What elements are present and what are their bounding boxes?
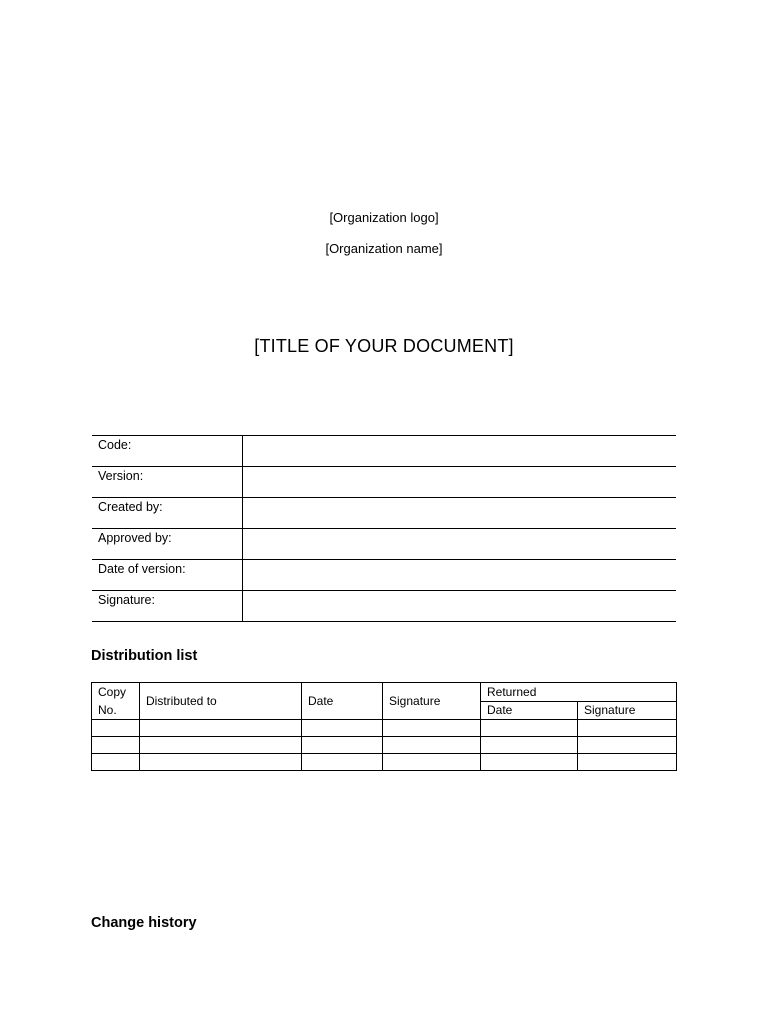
column-header-returned: Returned: [481, 683, 677, 702]
info-value: [243, 498, 677, 529]
info-row-code: [92, 436, 676, 467]
info-value: [243, 467, 677, 498]
table-row: [92, 720, 677, 737]
column-header-returned-date: Date: [481, 701, 578, 720]
column-header-distributed-to: Distributed to: [140, 683, 302, 720]
column-header-returned-signature: Signature: [578, 701, 677, 720]
table-row: [92, 737, 677, 754]
info-value: [243, 529, 677, 560]
table-cell: [140, 754, 302, 771]
table-cell: [383, 754, 481, 771]
info-label: Signature:: [92, 591, 243, 622]
document-info-table: [92, 435, 676, 622]
table-cell: [383, 720, 481, 737]
table-cell: [481, 754, 578, 771]
info-row-date-of-version: [92, 560, 676, 591]
change-history-heading: Change history: [91, 915, 197, 931]
organization-logo-placeholder: [Organization logo]: [329, 210, 439, 225]
info-value: [243, 560, 677, 591]
copy-label-line1: Copy: [98, 685, 127, 699]
distribution-list-table: [91, 682, 677, 771]
table-cell: [302, 720, 383, 737]
distribution-list-heading: Distribution list: [91, 648, 198, 664]
table-cell: [92, 737, 140, 754]
info-row-signature: [92, 591, 676, 622]
info-label: Created by:: [92, 498, 243, 529]
table-cell: [140, 720, 302, 737]
table-cell: [302, 754, 383, 771]
table-cell: [302, 737, 383, 754]
column-header-copy-no: [92, 683, 140, 720]
document-title: [TITLE OF YOUR DOCUMENT]: [254, 336, 514, 356]
info-row-approved-by: [92, 529, 676, 560]
column-header-date: Date: [302, 683, 383, 720]
table-cell: [481, 720, 578, 737]
info-row-created-by: [92, 498, 676, 529]
info-label: Code:: [92, 436, 243, 467]
info-label: Version:: [92, 467, 243, 498]
table-cell: [92, 754, 140, 771]
table-cell: [481, 737, 578, 754]
info-value: [243, 436, 677, 467]
table-cell: [578, 737, 677, 754]
table-cell: [578, 754, 677, 771]
column-header-signature: Signature: [383, 683, 481, 720]
organization-name: [Organization name]: [325, 241, 443, 256]
table-cell: [383, 737, 481, 754]
table-row: [92, 754, 677, 771]
table-cell: [140, 737, 302, 754]
info-label: Date of version:: [92, 560, 243, 591]
info-row-version: [92, 467, 676, 498]
table-cell: [92, 720, 140, 737]
copy-label-line2: No.: [98, 703, 117, 717]
table-cell: [578, 720, 677, 737]
info-value: [243, 591, 677, 622]
info-label: Approved by:: [92, 529, 243, 560]
